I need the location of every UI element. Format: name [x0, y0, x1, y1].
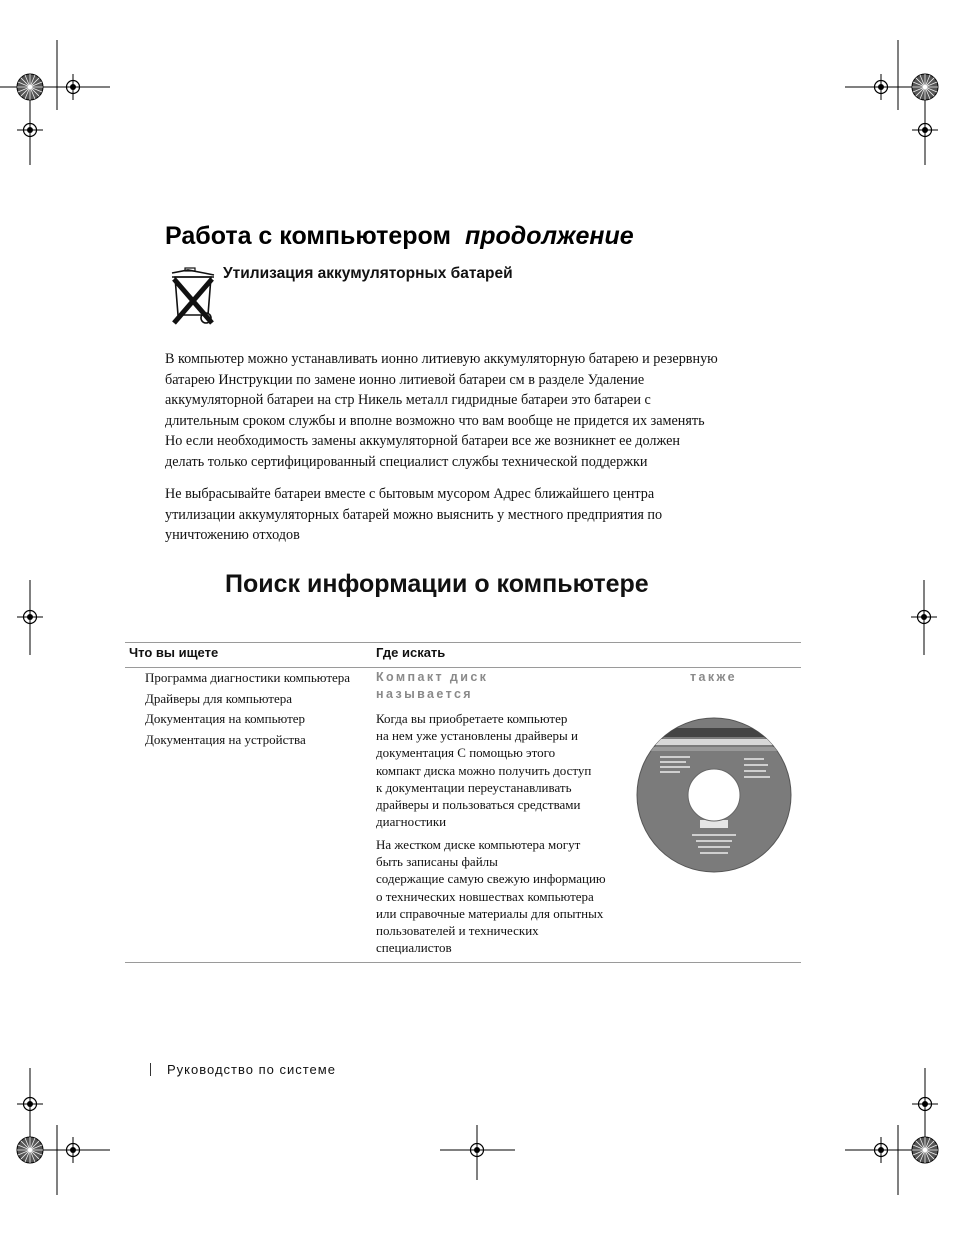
table-top-rule: [125, 642, 801, 643]
text-line: пользователей и технических: [376, 923, 539, 939]
text-line: или справочные материалы для опытных: [376, 905, 604, 921]
footer-text: Руководство по системе: [167, 1062, 336, 1077]
battery-disposal-heading: Утилизация аккумуляторных батарей: [223, 265, 513, 282]
text-line: аккумуляторной батареи на стр Никель металл гидридные батареи это батареи с: [165, 392, 651, 408]
list-item: Документация на компьютер: [145, 711, 306, 726]
cd-description-2: [376, 836, 631, 956]
title-continued: продолжение: [464, 222, 634, 250]
looking-for-list: [145, 668, 350, 750]
text-line: утилизации аккумуляторных батарей можно выяснить у местного предприятия по: [165, 506, 663, 523]
text-line: содержащие самую свежую информацию: [376, 871, 606, 887]
text-line: Когда вы приобретаете компьютер: [376, 711, 568, 726]
list-item: Драйверы для компьютера: [145, 690, 293, 706]
cd-heading-line2: называется: [376, 687, 474, 701]
text-line: документация С помощью этого: [376, 745, 556, 761]
crossed-out-wheelie-bin-icon: [168, 267, 220, 331]
footer-divider: [150, 1063, 151, 1076]
text-line: специалистов: [376, 940, 452, 956]
text-line: диагностики: [376, 814, 447, 830]
text-line: драйверы и пользоваться средствами: [376, 797, 581, 813]
text-line: быть записаны файлы: [376, 854, 498, 870]
list-item: Программа диагностики компьютера: [145, 670, 351, 685]
text-line: компакт диска можно получить доступ: [376, 762, 592, 778]
battery-paragraph-2: [165, 484, 785, 546]
cd-description-1: [376, 710, 631, 830]
table-header-what: Что вы ищете: [129, 645, 219, 660]
text-line: о технических новшествах компьютера: [376, 888, 594, 904]
text-line: Но если необходимость замены аккумуляторной батареи все же возникнет ее должен: [165, 433, 681, 449]
text-line: На жестком диске компьютера могут: [376, 837, 581, 852]
text-line: В компьютер можно устанавливать ионно литиевую аккумуляторную батарею и резервную: [165, 351, 718, 367]
cd-heading-line1: Компакт диск: [376, 670, 489, 684]
text-line: делать только сертифицированный специалист службы технической поддержки: [165, 453, 648, 470]
text-line: на нем уже установлены драйверы и: [376, 728, 578, 744]
table-header-where: Где искать: [376, 645, 446, 660]
section-title-working-with-computer: [165, 222, 634, 251]
drivers-and-utilities-cd-icon: [636, 716, 792, 874]
text-line: к документации переустанавливать: [376, 779, 572, 795]
battery-paragraph-1: [165, 349, 785, 472]
text-line: Не выбрасывайте батареи вместе с бытовым мусором Адрес ближайшего центра: [165, 486, 655, 502]
page-footer: [150, 1062, 336, 1077]
table-bottom-rule: [125, 962, 801, 963]
text-line: уничтожению отходов: [165, 527, 300, 543]
text-line: длительным сроком службы и вполне возможно что вам вообще не придется их заменять: [165, 412, 705, 429]
text-line: батарею Инструкции по замене ионно литиевой батареи см в разделе Удаление: [165, 371, 645, 388]
list-item: Документация на устройства: [145, 731, 306, 747]
cd-heading-also: также: [690, 670, 737, 684]
section-title-finding-information: Поиск информации о компьютере: [225, 570, 649, 598]
title-text: Работа с компьютером: [165, 222, 451, 250]
